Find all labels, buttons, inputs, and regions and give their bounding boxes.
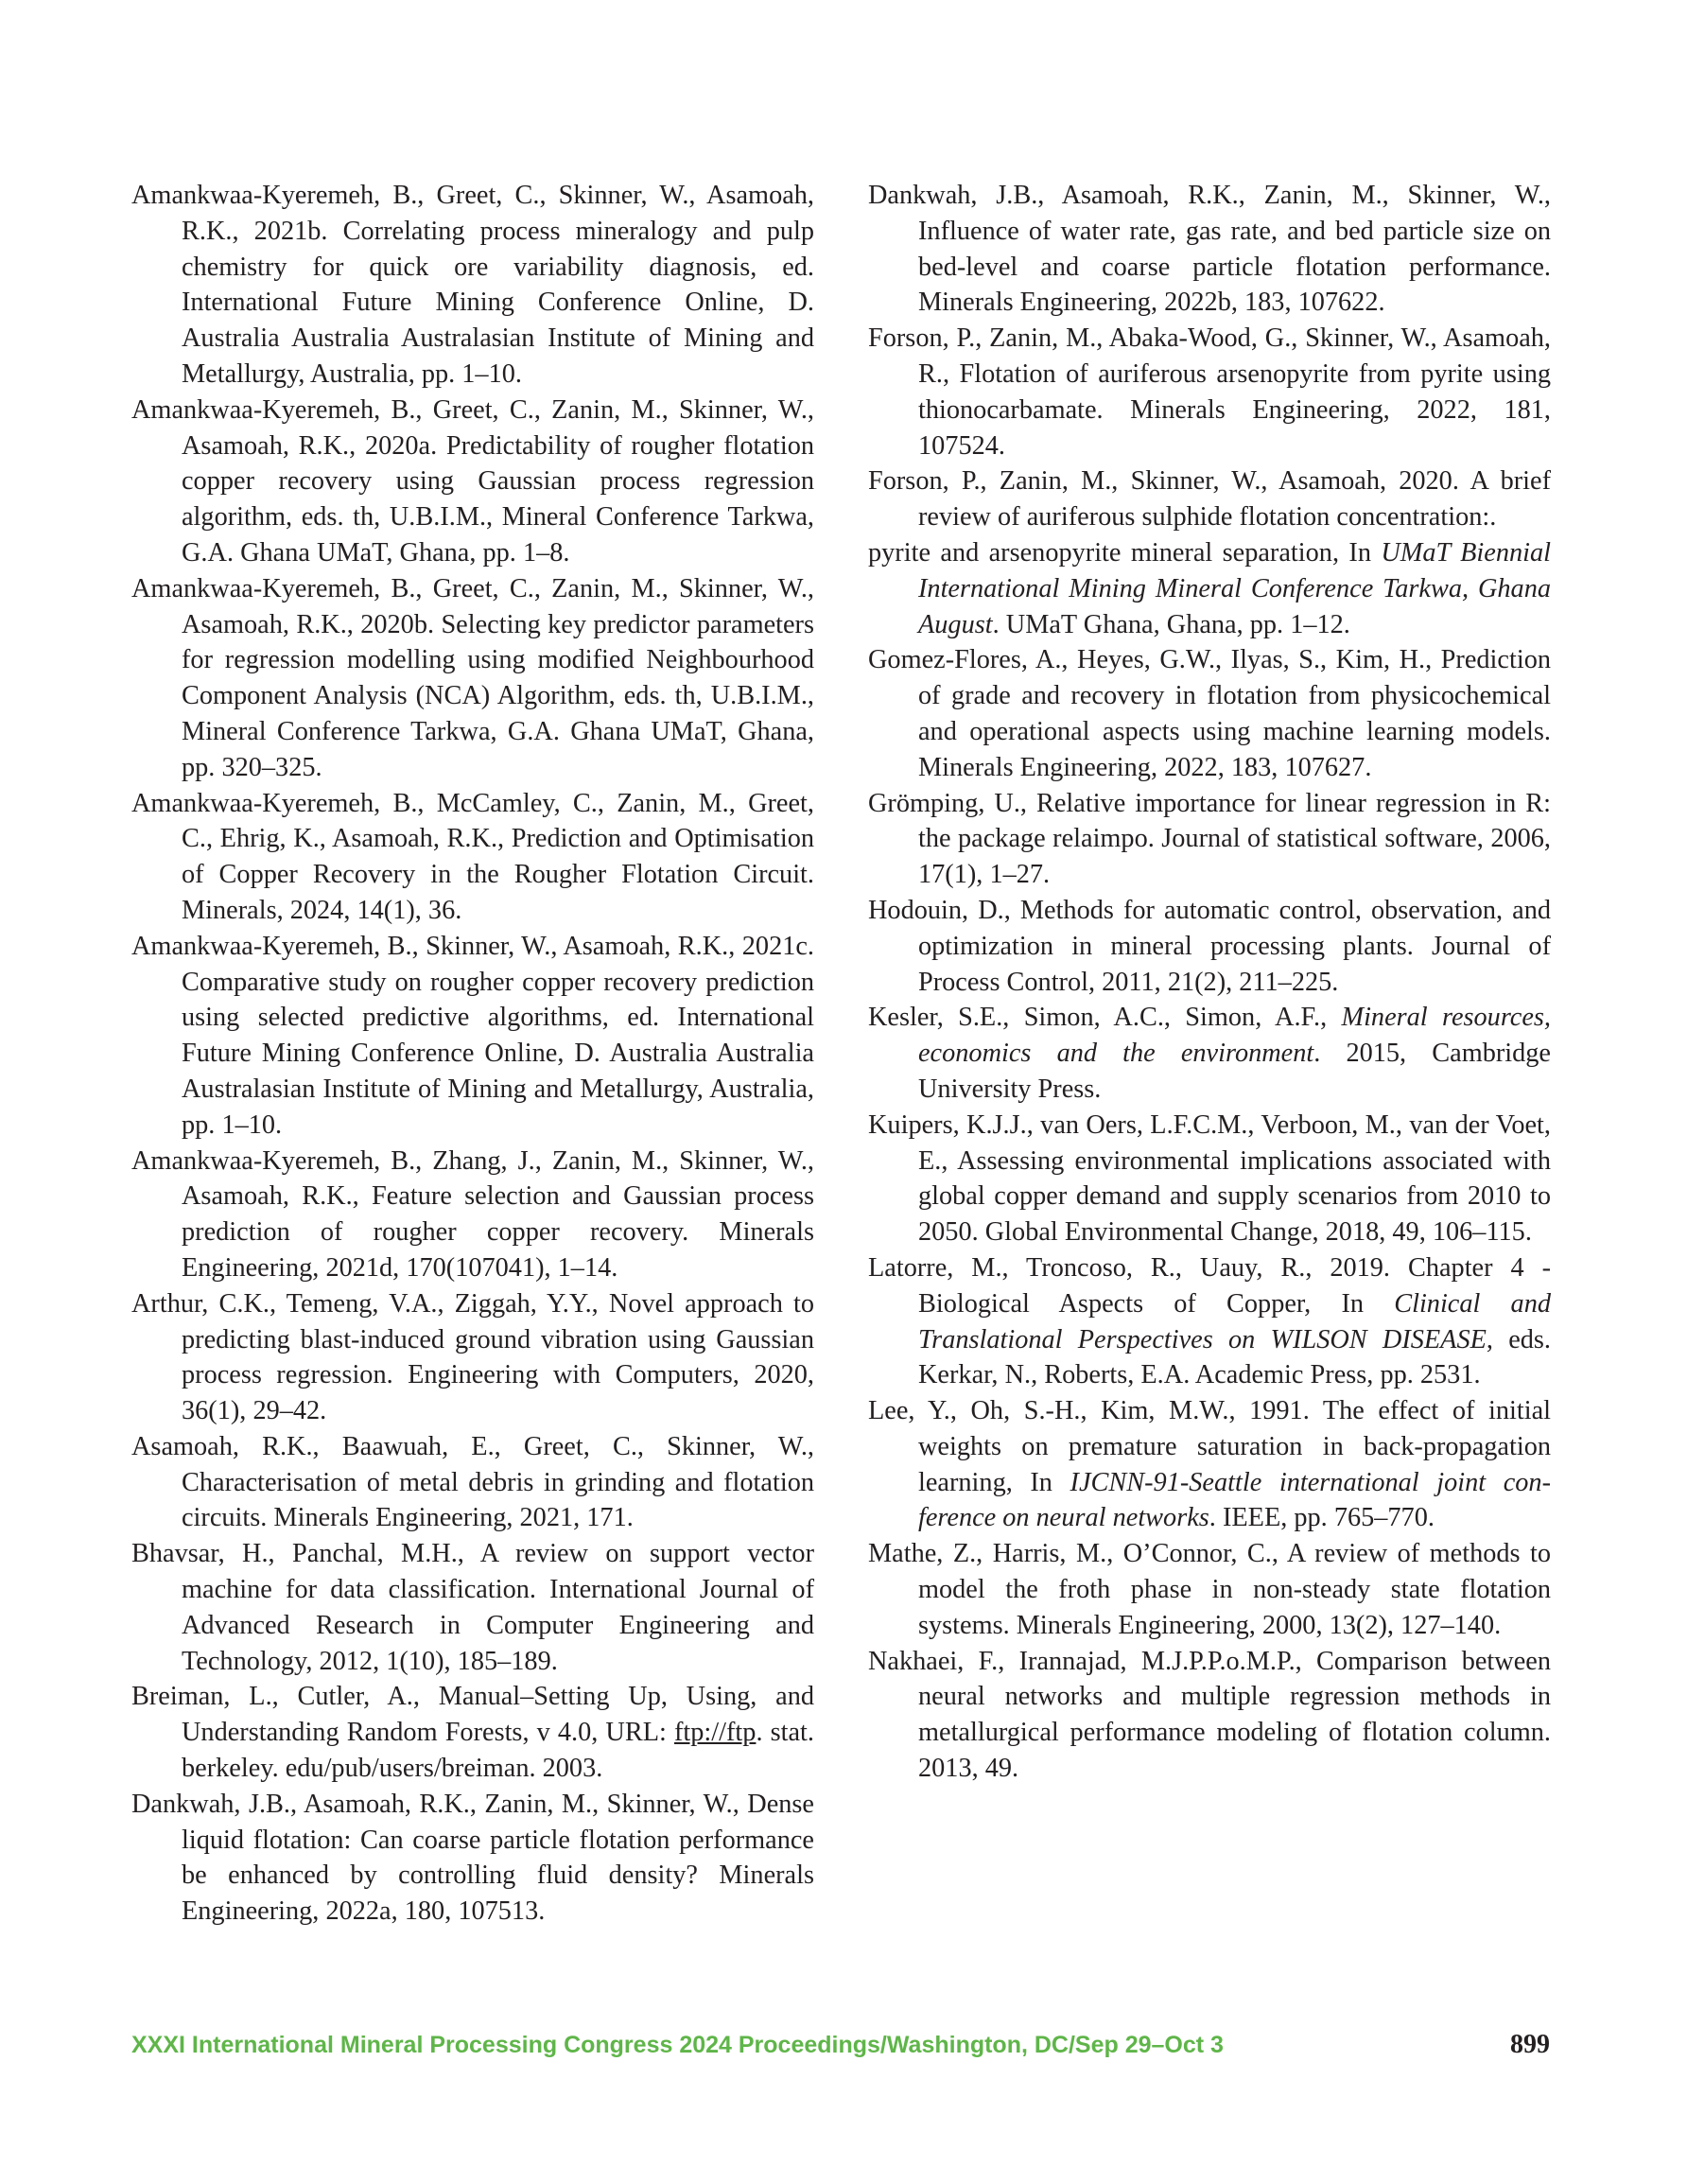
- reference-text: Lee, Y., Oh, S.-H., Kim, M.W., 1991. The effect of initial weights on premature saturation in back-propagation learning, In: [868, 1396, 1551, 1497]
- reference-text: Amankwaa-Kyeremeh, B., Skinner, W., Asamoah, R.K., 2021c. Comparative study on rougher copper recovery prediction using selected predictive algorithms, ed. International Future Mining Conference Online, D. Australia Australia Australasian Institute of Mining and Metallurgy, Australia, pp. 1–10.: [131, 931, 814, 1140]
- reference-entry: [868, 1250, 1551, 1393]
- reference-entry: [868, 893, 1551, 1000]
- reference-entry: [868, 642, 1551, 785]
- reference-text: . 2015, Cambridge University Press.: [918, 1039, 1551, 1104]
- reference-url[interactable]: ftp://ftp: [673, 1718, 757, 1748]
- reference-title-italic: UMaT Biennial International Mining Mineral Conference Tarkwa, Ghana August: [918, 537, 1551, 639]
- reference-title-italic: IJCNN-91-Seattle international joint conference on neural networks: [918, 1467, 1551, 1533]
- reference-text: Amankwaa-Kyeremeh, B., Greet, C., Skinner, W., Asamoah, R.K., 2021b. Correlating process mineralogy and pulp chemistry for quick ore variability diagnosis, ed. International Future Mining Conference Online, D. Australia Australia Australasian Institute of Mining and Metallurgy, Australia, pp. 1–10.: [131, 181, 814, 389]
- reference-title-italic: Mineral resources, economics and the environment: [918, 1003, 1551, 1069]
- reference-entry: [131, 1679, 814, 1786]
- reference-entry: [868, 1536, 1551, 1643]
- reference-text: . IEEE, pp. 765–770.: [1209, 1503, 1435, 1533]
- reference-text: pyrite and arsenopyrite mineral separation, In: [868, 537, 1382, 568]
- reference-entry: [131, 1429, 814, 1536]
- reference-entry: [131, 393, 814, 571]
- reference-text: , eds. Kerkar, N., Roberts, E.A. Academic Press, pp. 2531.: [918, 1324, 1551, 1390]
- reference-entry: [868, 463, 1551, 535]
- reference-text: Gomez-Flores, A., Heyes, G.W., Ilyas, S., Kim, H., Prediction of grade and recovery in flotation from physicochemical and operational aspects using machine learning models. Minerals Engineering, 2022, 183, 107627.: [868, 645, 1551, 782]
- page-number: 899: [1510, 2030, 1550, 2059]
- reference-text: Latorre, M., Troncoso, R., Uauy, R., 2019. Chapter 4 - Biological Aspects of Copper, In: [868, 1252, 1551, 1319]
- reference-text: Grömping, U., Relative importance for linear regression in R: the package relaimpo. Journal of statistical software, 2006, 17(1), 1–27.: [868, 788, 1551, 890]
- footer-proceedings-title: XXXI International Mineral Processing Congress 2024 Proceedings/Washington, DC/Sep 29–Oct 3: [131, 2032, 1224, 2058]
- reference-text: Forson, P., Zanin, M., Skinner, W., Asamoah, 2020. A brief review of auriferous sulphide flotation concentration:.: [868, 466, 1551, 533]
- reference-entry: [868, 178, 1551, 321]
- reference-text: Dankwah, J.B., Asamoah, R.K., Zanin, M., Skinner, W., Dense liquid flotation: Can coarse particle flotation performance be enhanced by controlling fluid density? Minerals Engineering, 2022a, 180, 107513.: [131, 1789, 814, 1927]
- reference-text: Bhavsar, H., Panchal, M.H., A review on support vector machine for data classification. International Journal of Advanced Research in Computer Engineering and Technology, 2012, 1(10), 185–189.: [131, 1539, 814, 1676]
- reference-entry: [131, 1286, 814, 1429]
- reference-text: Mathe, Z., Harris, M., O’Connor, C., A review of methods to model the froth phase in non-steady state flotation systems. Minerals Engineering, 2000, 13(2), 127–140.: [868, 1539, 1551, 1640]
- page-footer: [131, 2032, 1550, 2066]
- reference-text: Asamoah, R.K., Baawuah, E., Greet, C., Skinner, W., Characterisation of metal debris in grinding and flotation circuits. Minerals Engineering, 2021, 171.: [131, 1431, 814, 1533]
- reference-entry: [868, 786, 1551, 893]
- reference-text: Amankwaa-Kyeremeh, B., Zhang, J., Zanin, M., Skinner, W., Asamoah, R.K., Feature selection and Gaussian process prediction of rougher copper recovery. Minerals Engineering, 2021d, 170(107041), 1–14.: [131, 1145, 814, 1283]
- reference-text: . UMaT Ghana, Ghana, pp. 1–12.: [992, 609, 1350, 639]
- reference-entry: [868, 535, 1551, 642]
- reference-entry: [868, 1393, 1551, 1536]
- reference-text: Breiman, L., Cutler, A., Manual–Setting Up, Using, and Understanding Random Forests, v 4.0, URL:: [131, 1682, 814, 1748]
- reference-entry: [868, 1000, 1551, 1107]
- reference-entry: [868, 321, 1551, 463]
- reference-text: Kesler, S.E., Simon, A.C., Simon, A.F.,: [868, 1003, 1342, 1033]
- reference-text: Amankwaa-Kyeremeh, B., Greet, C., Zanin, M., Skinner, W., Asamoah, R.K., 2020b. Selecting key predictor parameters for regression modelling using modified Neighbourhood Component Analysis (NCA) Algorithm, eds. th, U.B.I.M., Mineral Conference Tarkwa, G.A. Ghana UMaT, Ghana, pp. 320–325.: [131, 573, 814, 782]
- reference-text: Arthur, C.K., Temeng, V.A., Ziggah, Y.Y., Novel approach to predicting blast-induced ground vibration using Gaussian process regression. Engineering with Computers, 2020, 36(1), 29–42.: [131, 1288, 814, 1426]
- reference-text: . stat. berkeley. edu/pub/users/breiman. 2003.: [182, 1718, 814, 1784]
- reference-entry: [131, 1536, 814, 1679]
- reference-entry: [131, 929, 814, 1144]
- reference-entry: [131, 571, 814, 786]
- reference-text: Dankwah, J.B., Asamoah, R.K., Zanin, M., Skinner, W., Influence of water rate, gas rate, and bed particle size on bed-level and coarse particle flotation performance. Minerals Engineering, 2022b, 183, 107622.: [868, 181, 1551, 318]
- reference-entry: [131, 1144, 814, 1286]
- reference-text: Amankwaa-Kyeremeh, B., Greet, C., Zanin, M., Skinner, W., Asamoah, R.K., 2020a. Predictability of rougher flotation copper recovery using Gaussian process regression algorithm, eds. th, U.B.I.M., Mineral Conference Tarkwa, G.A. Ghana UMaT, Ghana, pp. 1–8.: [131, 394, 814, 568]
- references-right-column: [868, 178, 1551, 1787]
- reference-entry: [131, 786, 814, 929]
- reference-text: Amankwaa-Kyeremeh, B., McCamley, C., Zanin, M., Greet, C., Ehrig, K., Asamoah, R.K., Prediction and Optimisation of Copper Recovery in the Rougher Flotation Circuit. Minerals, 2024, 14(1), 36.: [131, 788, 814, 925]
- reference-text: Kuipers, K.J.J., van Oers, L.F.C.M., Verboon, M., van der Voet, E., Assessing environmental implications associated with global copper demand and supply scenarios from 2010 to 2050. Global Environmental Change, 2018, 49, 106–115.: [868, 1109, 1551, 1248]
- reference-text: Nakhaei, F., Irannajad, M.J.P.P.o.M.P., Comparison between neural networks and multiple regression methods in metallurgical performance modeling of flotation column. 2013, 49.: [868, 1646, 1551, 1784]
- reference-entry: [868, 1108, 1551, 1250]
- reference-entry: [868, 1644, 1551, 1787]
- reference-text: Forson, P., Zanin, M., Abaka-Wood, G., Skinner, W., Asamoah, R., Flotation of auriferous arsenopyrite from pyrite using thionocarbamate. Minerals Engineering, 2022, 181, 107524.: [868, 323, 1551, 461]
- references-left-column: [131, 178, 814, 1930]
- reference-text: Hodouin, D., Methods for automatic control, observation, and optimization in mineral processing plants. Journal of Process Control, 2011, 21(2), 211–225.: [868, 895, 1551, 997]
- reference-entry: [131, 178, 814, 393]
- reference-entry: [131, 1787, 814, 1930]
- reference-title-italic: Clinical and Translational Perspectives on WILSON DISEASE: [918, 1288, 1552, 1354]
